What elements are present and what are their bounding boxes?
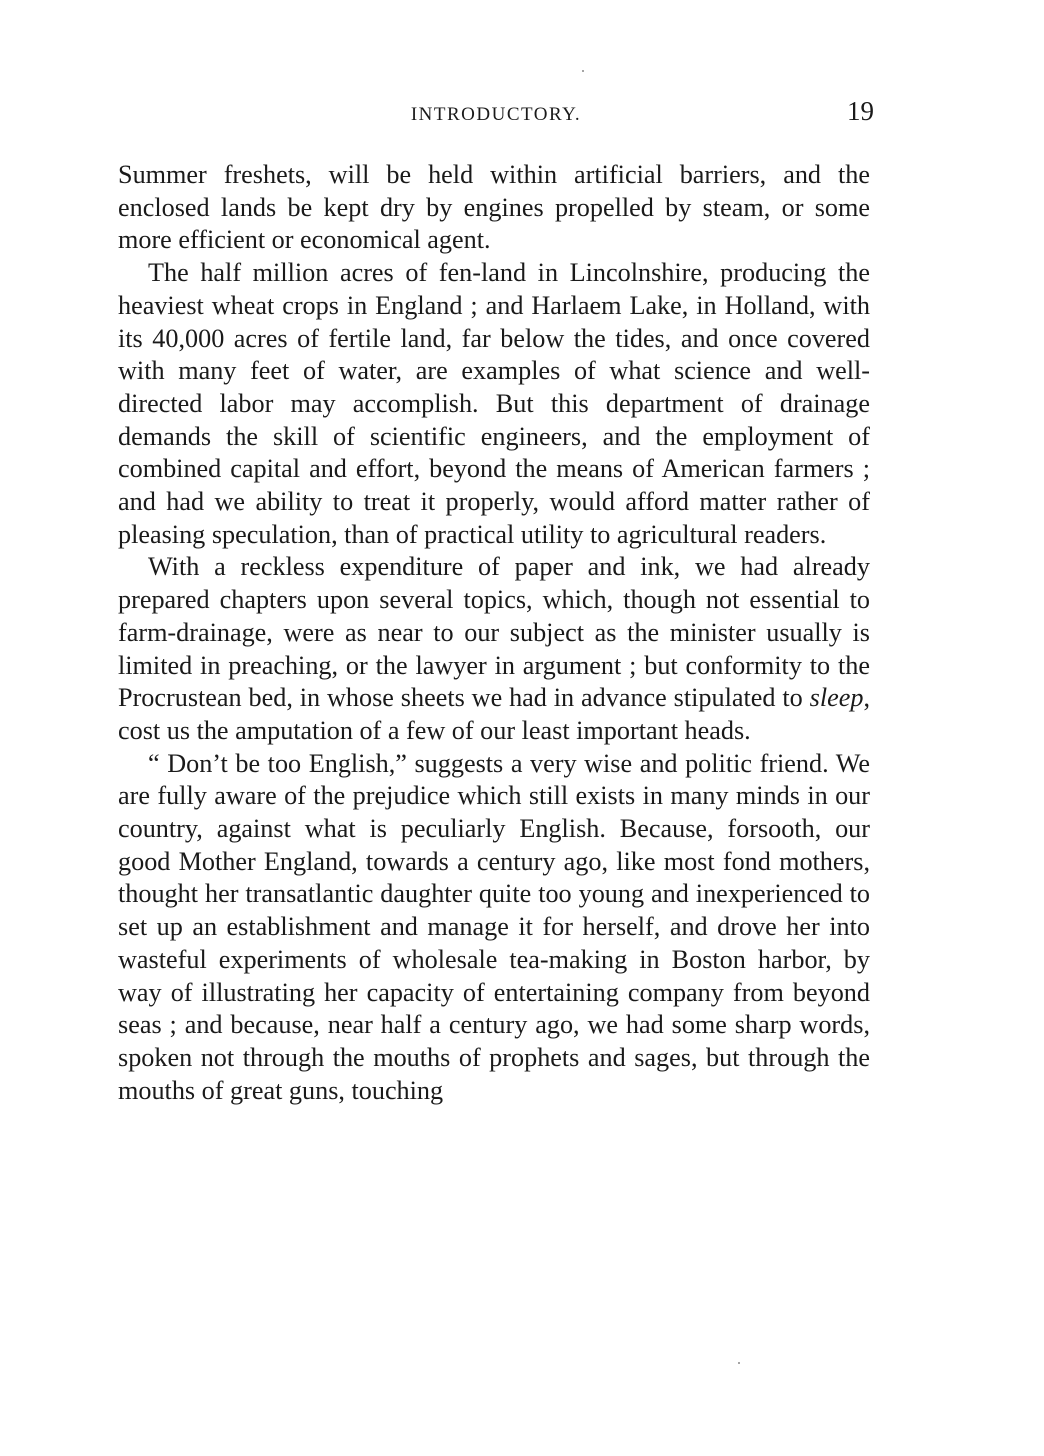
paragraph-text: , cost us the amputation of a few of our least important heads.: [118, 683, 870, 745]
paragraph: [118, 257, 870, 551]
running-title: INTRODUCTORY.: [410, 104, 582, 125]
paragraph: [118, 748, 870, 1108]
paper-speck: [582, 70, 584, 72]
body-text: [118, 159, 870, 1107]
paragraph: [118, 551, 870, 747]
paragraph-continued: [118, 159, 870, 257]
page-number: 19: [847, 96, 874, 126]
paragraph-text: “ Don’t be too English,” suggests a very wise and politic friend. We are fully aware of the prejudice which still exists in many minds in our country, against what is peculiarly English. Because, forsooth, our good Mother England, towards a century ago, like most fond mothers, thought her transatlantic daughter quite too young and inexperienced to set up an establishment and manage it for herself, and drove her into wasteful experiments of wholesale tea-making in Boston harbor, by way of illustrating her capacity of entertaining company from beyond seas ; and because, near half a century ago, we had some sharp words, spoken not through the mouths of prophets and sages, but through the mouths of great guns, touching: [118, 748, 870, 1105]
paragraph-text: The half million acres of fen-land in Lincolnshire, producing the heaviest wheat crops in England ; and Harlaem Lake, in Holland, with its 40,000 acres of fertile land, far below the tides, and once covered with many feet of water, are examples of what science and well-directed labor may accomplish. But this department of drainage demands the skill of scientific engineers, and the employment of combined capital and effort, beyond the means of American farmers ; and had we ability to treat it properly, would afford matter rather of pleasing speculation, than of practical utility to agricultural readers.: [118, 258, 870, 549]
emphasized-word: sleep: [809, 683, 864, 713]
paragraph-text: Summer freshets, will be held within artificial barriers, and the enclosed lands be kept dry by engines propelled by steam, or some more efficient or economical agent.: [118, 160, 870, 255]
paper-speck: [738, 1362, 740, 1364]
running-head: [118, 94, 874, 134]
paragraph-text: With a reckless expenditure of paper and ink, we had already prepared chapters upon several topics, which, though not essential to farm-drainage, were as near to our subject as the minister usually is limited in preaching, or the lawyer in argument ; but conformity to the Procrustean bed, in whose sheets we had in advance stipulated to: [118, 552, 870, 713]
